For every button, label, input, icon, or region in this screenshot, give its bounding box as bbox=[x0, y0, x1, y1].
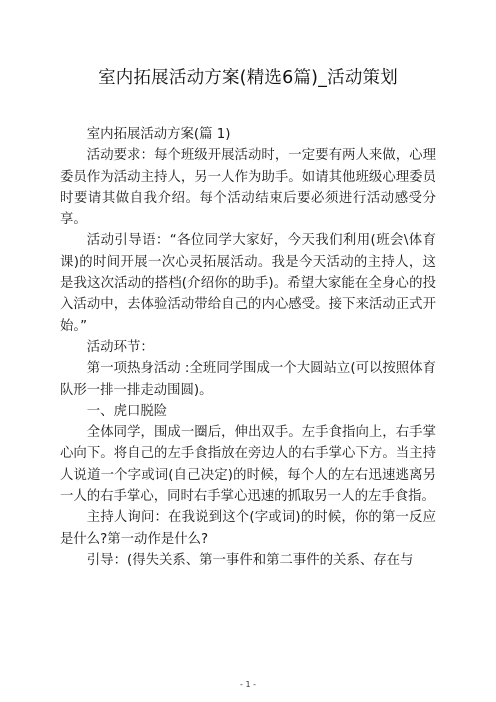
subheading-tiger-escape: 一、虎口脱险 bbox=[86, 403, 168, 419]
document-title: 室内拓展活动方案(精选6篇)_活动策划 bbox=[98, 68, 398, 88]
section-heading: 室内拓展活动方案(篇 1) bbox=[86, 127, 231, 142]
paragraph-activity-steps-label: 活动环节： bbox=[86, 339, 154, 355]
paragraph-activity-requirements: 活动要求：每个班级开展活动时，一定要有两人来做，心理委员作为活动主持人，另一人作为助手。如请其他班级心理委员时要请其做自我介绍。每个活动结束后要必须进行活动感受分享。 bbox=[60, 148, 436, 228]
paragraph-activity-guide: 活动引导语：“各位同学大家好，今天我们利用(班会\体育课)的时间开展一次心灵拓展活动。我是今天活动的主持人，这是我这次活动的搭档(介绍你的助手)。希望大家能在全身心的投入活动中，去体验活动带给自己的内心感受。接下来活动正式开始。” bbox=[60, 233, 436, 334]
page-number: - 1 - bbox=[240, 680, 256, 689]
paragraph-guidance: 引导：(得失关系、第一事件和第二事件的关系、存在与 bbox=[86, 552, 414, 568]
paragraph-warmup-activity: 第一项热身活动 :全班同学围成一个大圆站立(可以按照体育队形一排一排走动围圆)。 bbox=[60, 361, 436, 398]
paragraph-host-question: 主持人询问：在我说到这个(字或词)的时候，你的第一反应是什么?第一动作是什么? bbox=[60, 510, 436, 547]
document-body bbox=[60, 124, 436, 571]
paragraph-game-rules: 全体同学，围成一圈后，伸出双手。左手食指向上，右手掌心向下。将自己的左手食指放在旁边人的右手掌心下方。当主持人说道一个字或词(自己决定)的时候，每个人的左右迅速逃离另一人的右手掌心，同时右手掌心迅速的抓取另一人的左手食指。 bbox=[60, 425, 436, 505]
